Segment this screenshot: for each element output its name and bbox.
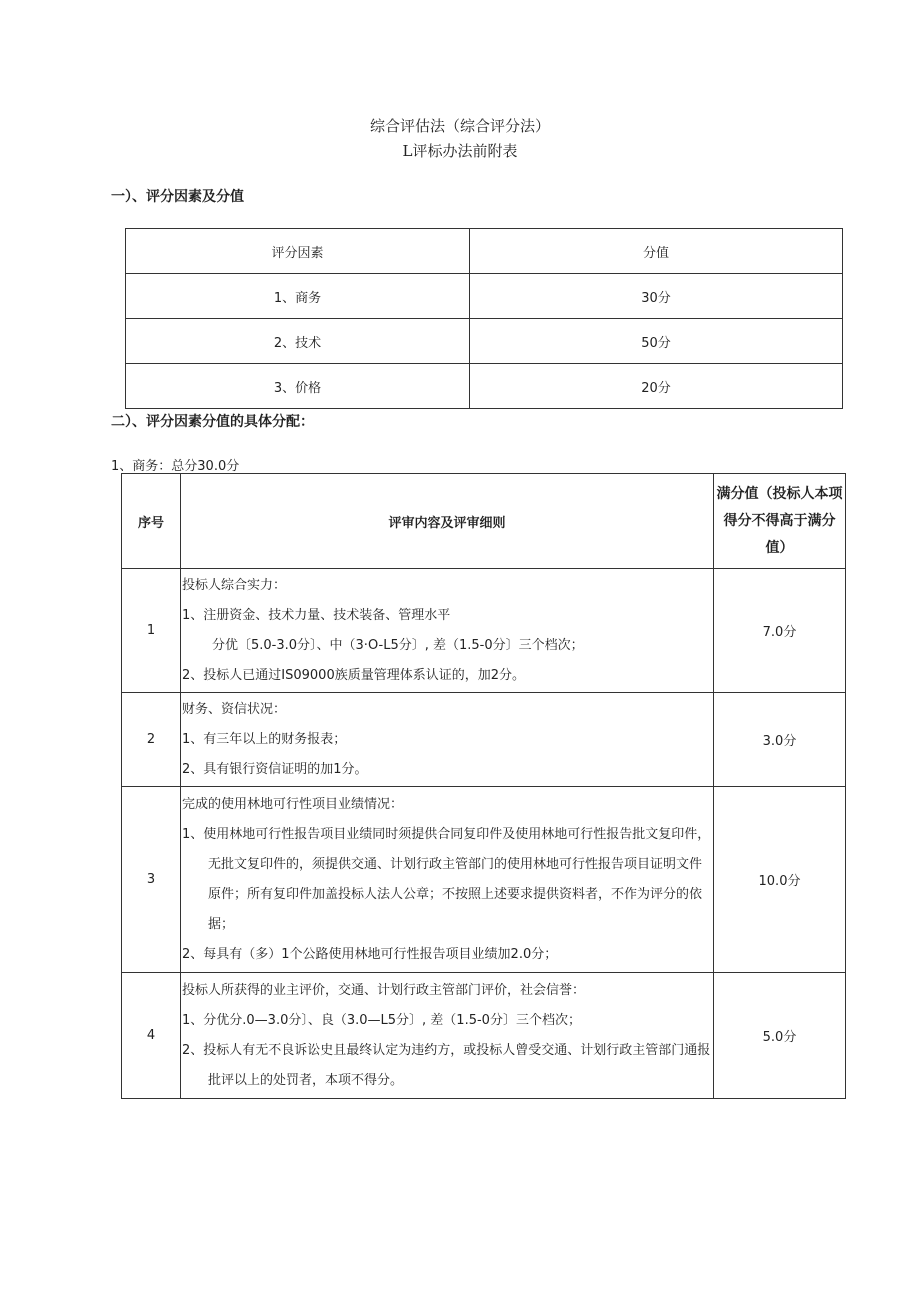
table-row <box>126 274 843 319</box>
row-content <box>181 693 714 787</box>
score-cell: 30分 <box>470 274 843 319</box>
header-no: 序号 <box>122 474 181 569</box>
document-subtitle: L评标办法前附表 <box>402 142 518 160</box>
content-line: 2、投标人已通过IS09000族质量管理体系认证的，加2分。 <box>182 667 525 683</box>
content-line: 2、投标人有无不良诉讼史且最终认定为违约方，或投标人曾受交通、计划行政主管部门通报批评以上的处罚者，本项不得分。 <box>182 1042 711 1088</box>
row-no: 1 <box>122 569 181 693</box>
header-max-score: 满分值（投标人本项得分不得高于满分值） <box>714 474 846 569</box>
row-score: 3.0分 <box>714 693 846 787</box>
section-heading-distribution: 二）、评分因素分值的具体分配： <box>111 414 314 430</box>
table-row <box>122 569 846 693</box>
row-content <box>181 787 714 973</box>
content-line: 2、具有银行资信证明的加1分。 <box>182 761 368 777</box>
content-line: 投标人所获得的业主评价，交通、计划行政主管部门评价，社会信誉： <box>182 982 586 998</box>
score-cell: 20分 <box>470 364 843 409</box>
section-heading-factors: 一）、评分因素及分值 <box>111 189 244 205</box>
business-table <box>121 473 846 1099</box>
table-row <box>122 693 846 787</box>
factor-cell: 2、技术 <box>126 319 470 364</box>
row-content <box>181 569 714 693</box>
table-row <box>126 319 843 364</box>
content-line: 投标人综合实力： <box>182 577 287 593</box>
header-factor: 评分因素 <box>126 229 470 274</box>
table-header-row <box>122 474 846 569</box>
header-score: 分值 <box>470 229 843 274</box>
table-row <box>122 973 846 1099</box>
business-subtitle: 1、商务：总分30.0分 <box>111 459 240 474</box>
row-content <box>181 973 714 1099</box>
factor-cell: 1、商务 <box>126 274 470 319</box>
content-line: 分优〔5.0-3.0分〕、中（3·O-L5分〕, 差（1.5-0分〕三个档次； <box>212 637 584 653</box>
row-score: 10.0分 <box>714 787 846 973</box>
content-line: 财务、资信状况： <box>182 701 287 717</box>
header-content: 评审内容及评审细则 <box>181 474 714 569</box>
row-no: 2 <box>122 693 181 787</box>
content-line: 1、有三年以上的财务报表； <box>182 731 347 747</box>
row-no: 4 <box>122 973 181 1099</box>
factor-table <box>125 228 843 409</box>
document-title: 综合评估法（综合评分法） <box>369 117 550 135</box>
row-score: 5.0分 <box>714 973 846 1099</box>
content-line: 1、注册资金、技术力量、技术装备、管理水平 <box>182 607 451 623</box>
table-row <box>126 364 843 409</box>
content-line: 1、使用林地可行性报告项目业绩同时须提供合同复印件及使用林地可行性报告批文复印件，无批文复印件的，须提供交通、计划行政主管部门的使用林地可行性报告项目证明文件原件；所有复印件加盖投标人法人公章；不按照上述要求提供资料者，不作为评分的依据； <box>182 826 711 932</box>
table-header-row <box>126 229 843 274</box>
row-score: 7.0分 <box>714 569 846 693</box>
content-line: 2、每具有（多）1个公路使用林地可行性报告项目业绩加2.0分； <box>182 946 558 962</box>
score-cell: 50分 <box>470 319 843 364</box>
content-line: 完成的使用林地可行性项目业绩情况： <box>182 796 404 812</box>
factor-cell: 3、价格 <box>126 364 470 409</box>
table-row <box>122 787 846 973</box>
row-no: 3 <box>122 787 181 973</box>
content-line: 1、分优分.0—3.0分〕、良（3.0—L5分〕, 差（1.5-0分〕三个档次； <box>182 1012 581 1028</box>
